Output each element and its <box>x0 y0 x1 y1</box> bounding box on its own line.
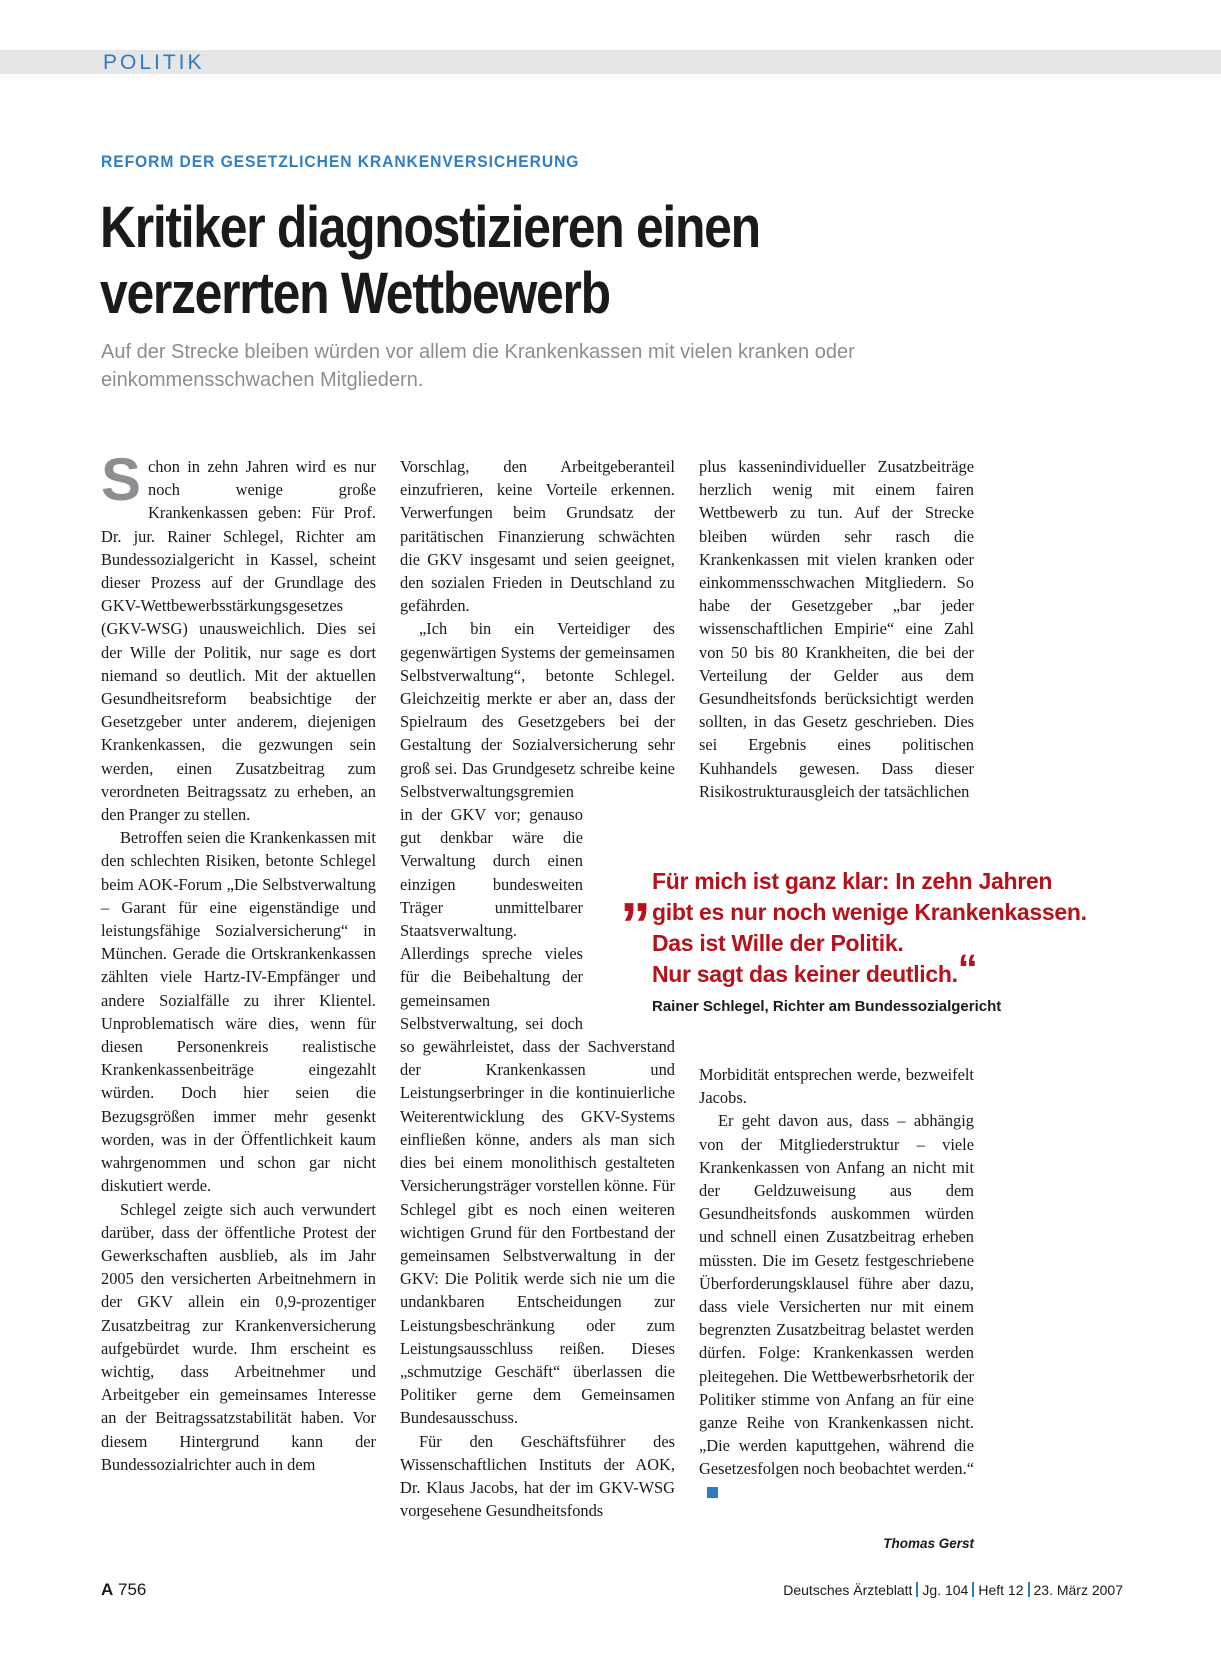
quote-line-2: gibt es nur noch wenige Krankenkassen. <box>652 899 1087 925</box>
footer-info <box>783 1582 1123 1598</box>
quote-attribution: Rainer Schlegel, Richter am Bundessozialgericht <box>652 998 1002 1015</box>
footer-separator <box>972 1582 974 1597</box>
paragraph-3: Schlegel zeigte sich auch verwundert darüber, dass der öffentliche Protest der Gewerkschaften ausblieb, als im Jahr 2005 den versicherten Arbeitnehmern in der GKV allein ein 0,9-prozentiger Zusatzbeitrag zur Krankenversicherung aufgebürdet wurde. Ihm erscheint es wichtig, dass Arbeitnehmer und Arbeitgeber ein gemeinsames Interesse an der Beitragssatzstabilität haben. Vor diesem Hintergrund kann der Bundessozialrichter auch in dem <box>101 1199 376 1474</box>
footer-separator <box>1028 1582 1030 1597</box>
quote-line-4-text: Nur sagt das keiner deutlich. <box>652 961 958 987</box>
dropcap: S <box>101 446 142 513</box>
footer-page-number <box>101 1580 146 1600</box>
footer-separator <box>916 1582 918 1597</box>
kicker: REFORM DER GESETZLICHEN KRANKENVERSICHERUNG <box>101 152 580 171</box>
paragraph-4: Vorschlag, den Arbeitgeberanteil einzufrieren, keine Vorteile erkennen. Verwerfungen beim Grundsatz der paritätischen Finanzierung schwächten die GKV insgesamt und seien geeignet, den sozialen Frieden in Deutschland zu gefährden. <box>400 457 675 616</box>
section-label: POLITIK <box>103 51 205 74</box>
quote-line-4 <box>652 947 1140 991</box>
body-column-1 <box>101 446 376 1476</box>
pull-quote <box>620 856 1140 1015</box>
headline-line-2: verzerrten Wettbewerb <box>100 261 610 326</box>
footer-issue: Heft 12 <box>978 1582 1024 1598</box>
paragraph-2: Betroffen seien die Krankenkassen mit den schlechten Risiken, betonte Schlegel beim AOK-Forum „Die Selbstverwaltung – Garant für eine eigenständige und leistungsfähige Sozialversicherung“ in München. Gerade die Ortskrankenkassen zählten viele Hartz-IV-Empfänger und andere Sozialfälle zu ihrer Klientel. Unproblematisch wäre dies, wenn für diesen Personenkreis realistische Krankenkassenbeiträge eingezahlt würden. Doch hier seien die Bezugsgrößen immer mehr gesenkt worden, was in der Öffentlichkeit kaum wahrgenommen und schon gar nicht diskutiert werde. <box>101 828 376 1196</box>
paragraph-1-text: chon in zehn Jahren wird es nur noch wenige große Krankenkassen geben: Für Prof. Dr. jur. Rainer Schlegel, Richter am Bundessozialgericht in Kassel, scheint dieser Prozess auf der Grundlage des GKV-Wettbewerbsstärkungsgesetzes (GKV-WSG) unausweichlich. Dies sei der Wille der Politik, nur sage es dort niemand so deutlich. Mit der aktuellen Gesundheitsreform beabsichtige der Gesetzgeber unter anderem, diejenigen Krankenkassen, die gezwungen sein werden, einen Zusatzbeitrag zum verordneten Beitragssatz zu erheben, an den Pranger zu stellen. <box>101 457 376 825</box>
deck: Auf der Strecke bleiben würden vor allem die Krankenkassen mit vielen kranken oder einkommensschwachen Mitgliedern. <box>101 341 855 391</box>
author: Thomas Gerst <box>883 1536 974 1551</box>
quote-line-3: Das ist Wille der Politik. <box>652 930 904 956</box>
paragraph-8: Morbidität entsprechen werde, bezweifelt Jacobs. <box>699 1065 974 1108</box>
paragraph-1 <box>101 446 376 826</box>
paragraph-9 <box>699 1109 974 1503</box>
page-number: 756 <box>118 1580 147 1599</box>
paragraph-9-text: Er geht davon aus, dass – abhängig von der Mitgliederstruktur – viele Krankenkassen von Anfang an nicht mit der Geldzuweisung aus dem Gesundheitsfonds auskommen würden und schnell einen Zusatzbeitrag erheben müssten. Die im Gesetz festgeschriebene Überforderungsklausel führe aber dazu, dass viele Versicherten nur mit einem begrenzten Zusatzbeitrag belastet werden dürfen. Folge: Krankenkassen werden pleitegehen. Die Wettbewerbsrhetorik der Politiker stimme von Anfang an für eine ganze Reihe von Krankenkassen nicht. „Die werden kaputtgehen, während die Gesetzesfolgen noch beobachtet werden.“ <box>699 1111 974 1479</box>
end-mark-icon <box>707 1487 718 1498</box>
body-column-3-top <box>699 455 974 803</box>
quote-close-mark: “ <box>957 947 978 991</box>
footer-volume: Jg. 104 <box>922 1582 969 1598</box>
headline-line-1: Kritiker diagnostizieren einen <box>100 195 760 260</box>
headline <box>100 195 874 327</box>
paragraph-5: „Ich bin ein Verteidiger des gegenwärtigen Systems der gemeinsamen Selbstverwaltung“, betonte Schlegel. Gleichzeitig merkte er aber an, dass der Spielraum des Gesetzgebers bei der Gestaltung der Sozialversicherung sehr groß sei. Das Grundgesetz schreibe keine Selbstverwaltungsgremien in der GKV vor; genauso gut denkbar wäre die Verwaltung durch einen einzigen bundesweiten Träger unmittelbarer Staatsverwaltung. Allerdings spreche vieles für die Beibehaltung der gemeinsamen Selbstverwaltung, sei doch so gewährleistet, dass der Sachverstand der Krankenkassen und Leistungserbringer in die kontinuierliche Weiterentwicklung des GKV-Systems einfließen könne, anders als man sich dies bei einem monolithisch gestalteten Versicherungsträger vorstellen könne. Für Schlegel gibt es noch einen weiteren wichtigen Grund für den Fortbestand der gemeinsamen Selbstverwaltung in der GKV: Die Politik werde sich nie um die undankbaren Entscheidungen zur Leistungsbeschränkung oder zum Leistungsausschluss reißen. Dieses „schmutzige Geschäft“ überlassen die Politiker gerne dem Gemeinsamen Bundesausschuss. <box>400 619 675 1428</box>
page-prefix: A <box>101 1580 114 1599</box>
paragraph-6: Für den Geschäftsführer des Wissenschaftlichen Instituts der AOK, Dr. Klaus Jacobs, hat der im GKV-WSG vorgesehene Gesundheitsfonds <box>400 1431 675 1521</box>
footer-journal: Deutsches Ärzteblatt <box>783 1582 913 1598</box>
quote-open-mark: „ <box>620 856 651 925</box>
footer-date: 23. März 2007 <box>1033 1582 1123 1598</box>
quote-line-1: Für mich ist ganz klar: In zehn Jahren <box>652 868 1053 894</box>
paragraph-7: plus kassenindividueller Zusatzbeiträge herzlich wenig mit einem fairen Wettbewerb zu tun. Auf der Strecke bleiben würden sehr rasch die Krankenkassen mit vielen kranken oder einkommensschwachen Mitgliedern. So habe der Gesetzgeber „bar jeder wissenschaftlichen Empirie“ eine Zahl von 50 bis 80 Krankheiten, die bei der Verteilung der Gelder aus dem Gesundheitsfonds berücksichtigt werden sollten, in das Gesetz geschrieben. Dies sei Ergebnis eines politischen Kuhhandels gewesen. Dass dieser Risikostrukturausgleich der tatsächlichen <box>699 457 974 801</box>
body-column-3-bottom <box>699 1063 974 1504</box>
quote-text <box>652 866 1140 990</box>
